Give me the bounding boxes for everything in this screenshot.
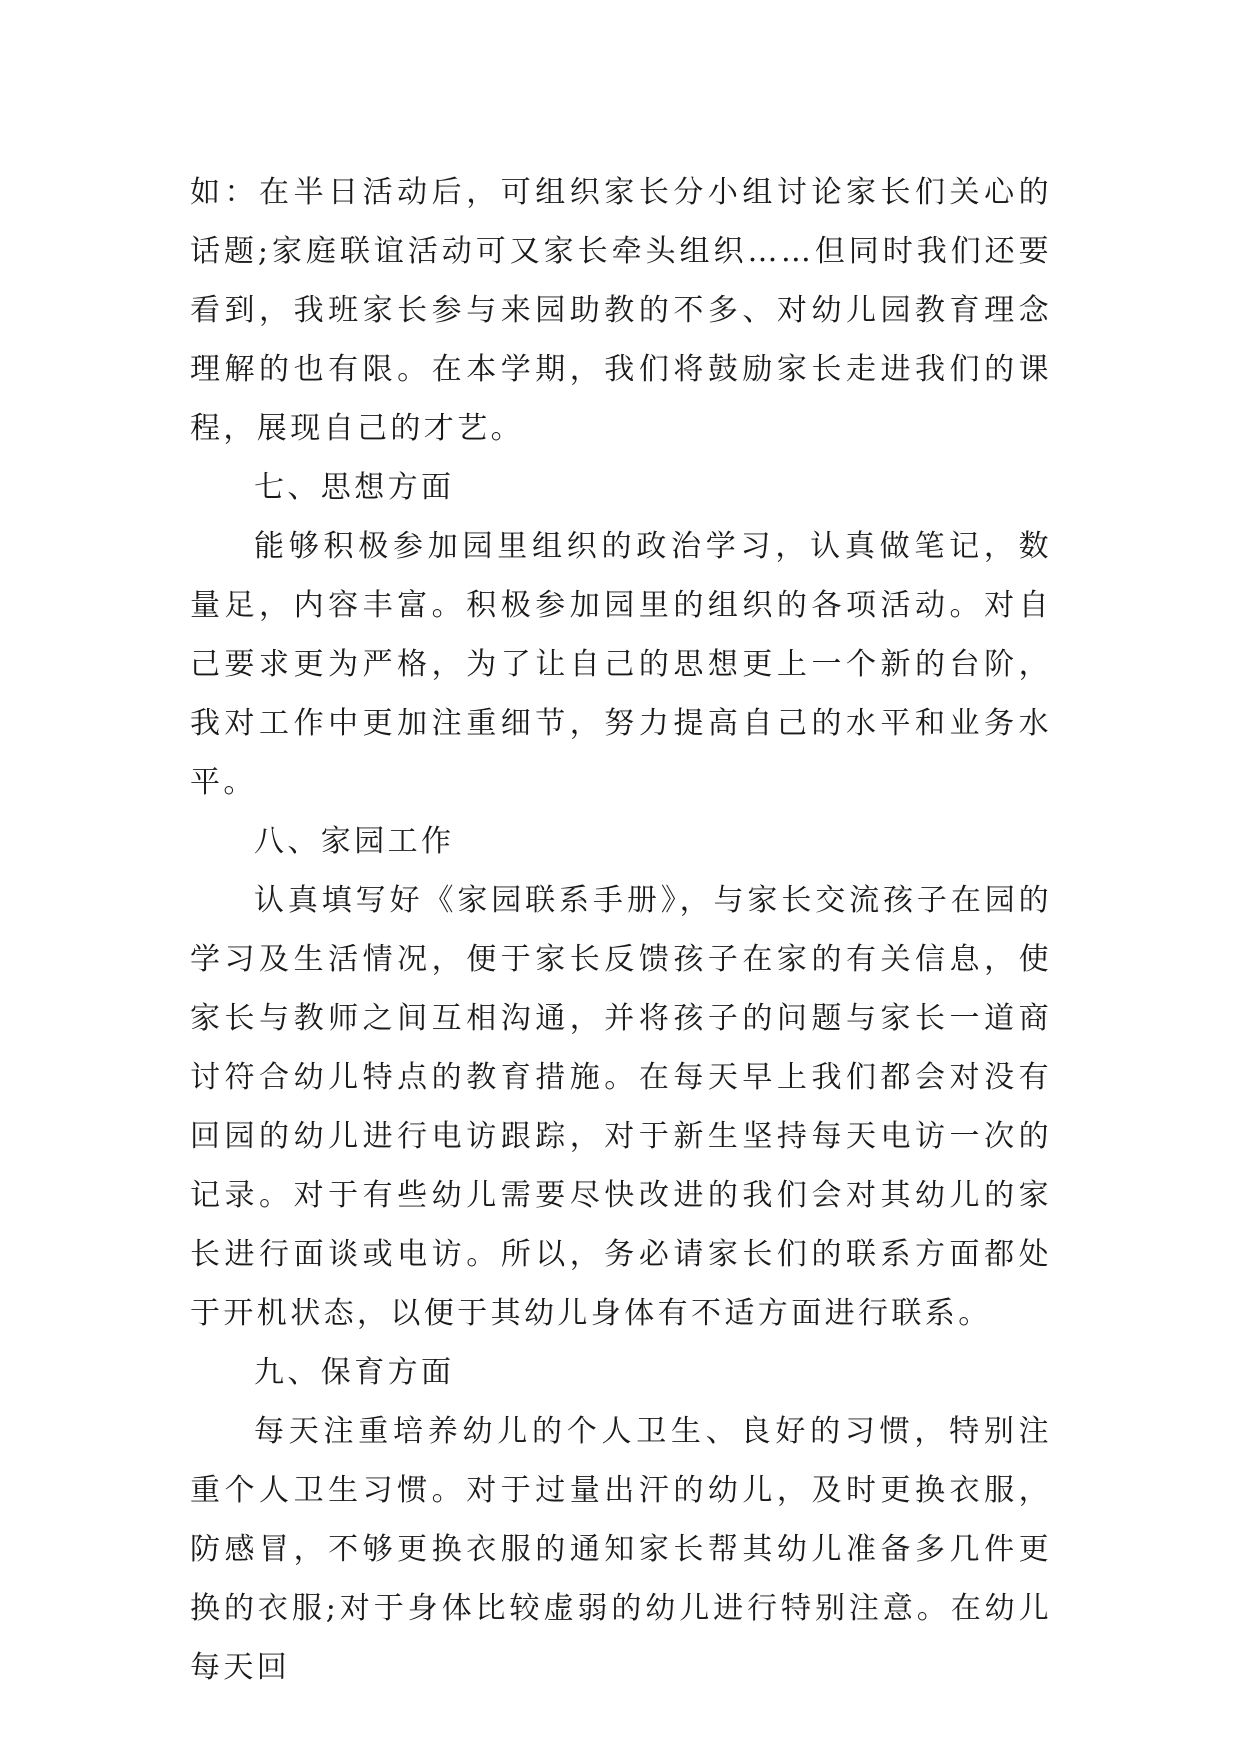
paragraph-parent-involvement-continued: 如：在半日活动后，可组织家长分小组讨论家长们关心的话题;家庭联谊活动可又家长牵头组织……但同时我们还要看到，我班家长参与来园助教的不多、对幼儿园教育理念理解的也有限。在本学期，我们将鼓励家长走进我们的课程，展现自己的才艺。 bbox=[190, 175, 1052, 446]
section-heading-childcare: 九、保育方面 bbox=[254, 1355, 455, 1390]
document-body bbox=[190, 163, 1052, 1697]
section-heading-ideology: 七、思想方面 bbox=[254, 470, 455, 505]
section-heading-home-school: 八、家园工作 bbox=[254, 824, 455, 859]
paragraph-childcare: 每天注重培养幼儿的个人卫生、良好的习惯，特别注重个人卫生习惯。对于过量出汗的幼儿，及时更换衣服，防感冒，不够更换衣服的通知家长帮其幼儿准备多几件更换的衣服;对于身体比较虚弱的幼儿进行特别注意。在幼儿每天回 bbox=[190, 1414, 1052, 1685]
paragraph-ideology: 能够积极参加园里组织的政治学习，认真做笔记，数量足，内容丰富。积极参加园里的组织的各项活动。对自己要求更为严格，为了让自己的思想更上一个新的台阶，我对工作中更加注重细节，努力提高自己的水平和业务水平。 bbox=[190, 529, 1052, 800]
paragraph-home-school: 认真填写好《家园联系手册》，与家长交流孩子在园的学习及生活情况，便于家长反馈孩子在家的有关信息，使家长与教师之间互相沟通，并将孩子的问题与家长一道商讨符合幼儿特点的教育措施。在每天早上我们都会对没有回园的幼儿进行电访跟踪，对于新生坚持每天电访一次的记录。对于有些幼儿需要尽快改进的我们会对其幼儿的家长进行面谈或电访。所以，务必请家长们的联系方面都处于开机状态，以便于其幼儿身体有不适方面进行联系。 bbox=[190, 883, 1052, 1331]
